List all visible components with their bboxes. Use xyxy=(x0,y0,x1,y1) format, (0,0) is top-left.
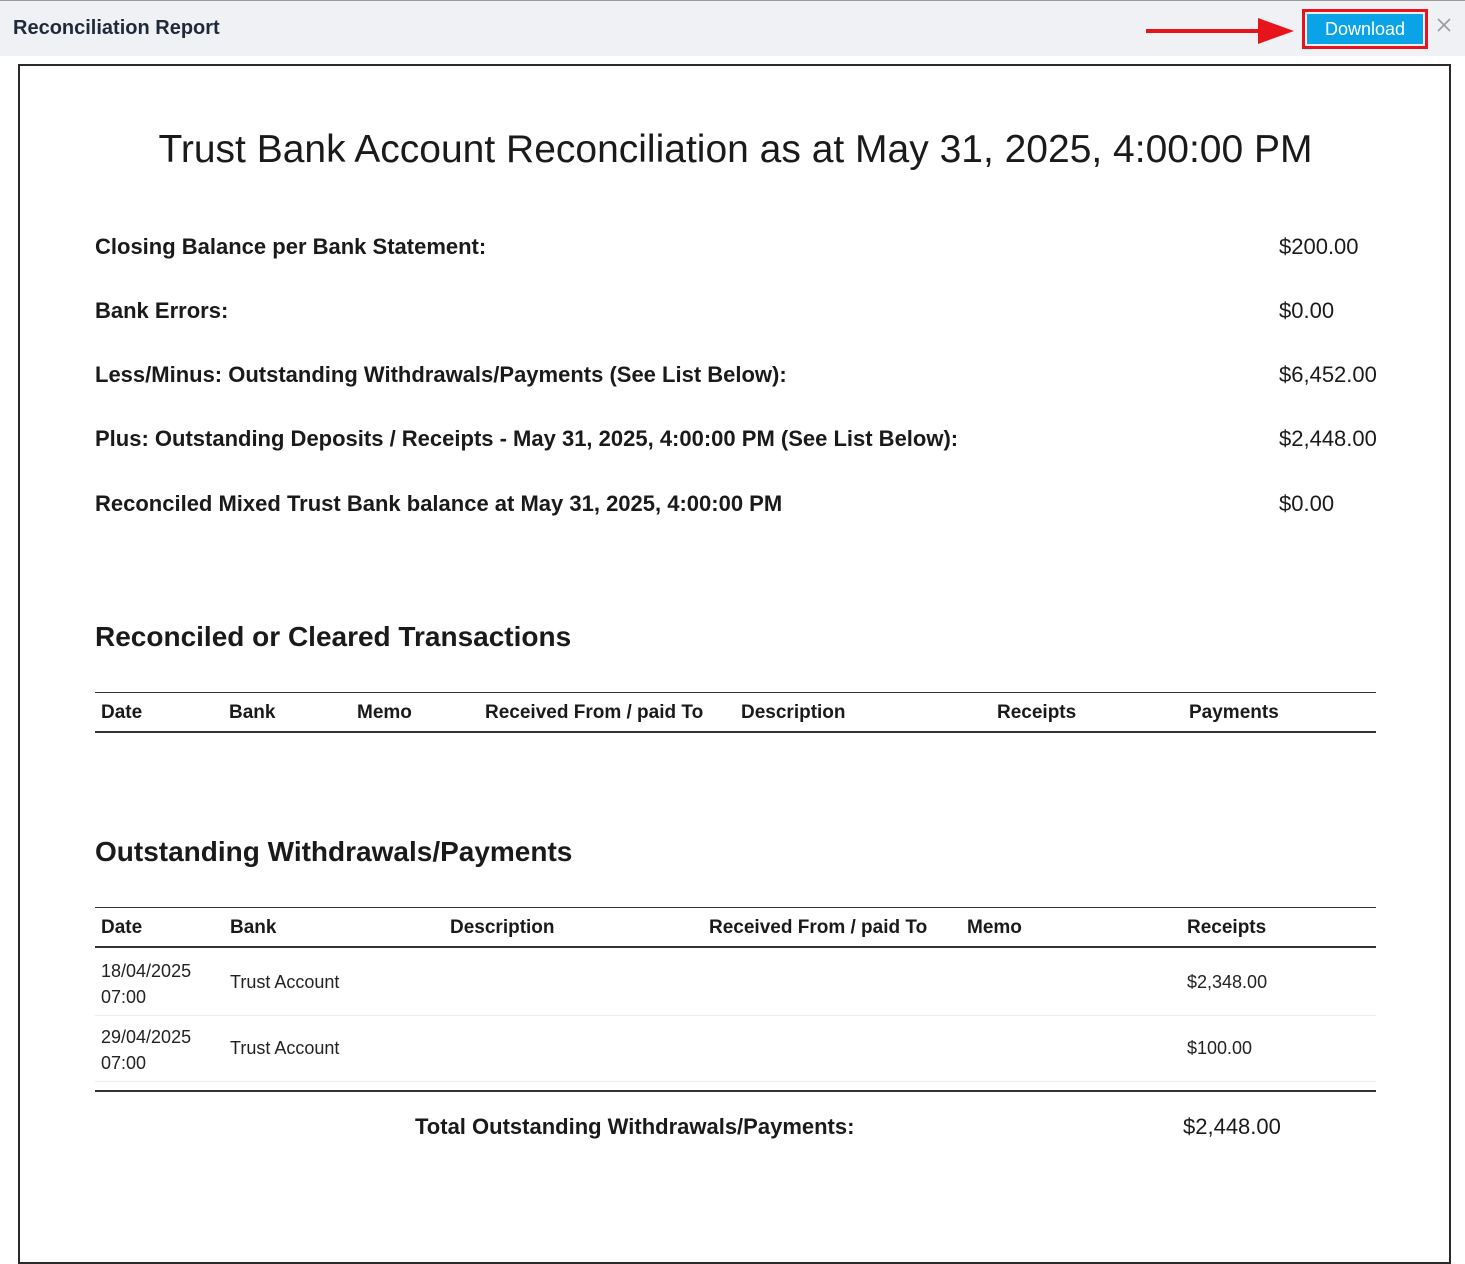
total-value: $2,448.00 xyxy=(1183,1114,1281,1139)
outstanding-table-header xyxy=(95,907,1376,948)
column-header-description: Description xyxy=(741,702,846,723)
column-header-received-from: Received From / paid To xyxy=(709,917,928,938)
close-icon[interactable] xyxy=(1436,17,1452,33)
row-bank: Trust Account xyxy=(230,1038,340,1058)
modal-header xyxy=(0,0,1465,56)
outstanding-heading: Outstanding Withdrawals/Payments xyxy=(95,836,573,867)
column-header-description: Description xyxy=(450,917,555,938)
summary-label: Reconciled Mixed Trust Bank balance at May 31, 2025, 4:00:00 PM xyxy=(95,491,783,516)
summary-value: $2,448.00 xyxy=(1279,426,1377,451)
row-receipts: $100.00 xyxy=(1187,1038,1253,1058)
table-row xyxy=(95,1016,1376,1082)
arrow-pointer-icon xyxy=(1146,16,1296,46)
total-label: Total Outstanding Withdrawals/Payments: xyxy=(415,1114,855,1139)
table-bottom-divider xyxy=(95,1090,1376,1092)
row-date-time: 07:00 xyxy=(101,987,147,1007)
row-date-time: 07:00 xyxy=(101,1053,147,1073)
row-receipts: $2,348.00 xyxy=(1187,972,1268,992)
column-header-bank: Bank xyxy=(229,702,276,723)
summary-value: $0.00 xyxy=(1279,298,1335,323)
download-button[interactable]: Download xyxy=(1307,14,1423,44)
report-title: Trust Bank Account Reconciliation as at May 31, 2025, 4:00:00 PM xyxy=(158,128,1313,171)
column-header-memo: Memo xyxy=(357,702,412,723)
column-header-payments: Payments xyxy=(1189,702,1279,723)
summary-label: Bank Errors: xyxy=(95,298,229,323)
summary-label: Plus: Outstanding Deposits / Receipts - May 31, 2025, 4:00:00 PM (See List Below): xyxy=(95,426,959,451)
column-header-date: Date xyxy=(101,917,143,938)
column-header-receipts: Receipts xyxy=(1187,917,1267,938)
modal-title: Reconciliation Report xyxy=(13,17,220,39)
summary-row xyxy=(95,362,1376,392)
column-header-received-from: Received From / paid To xyxy=(485,702,704,723)
row-date-day: 29/04/2025 xyxy=(101,1027,192,1047)
summary-value: $200.00 xyxy=(1279,234,1359,259)
table-row xyxy=(95,950,1376,1016)
summary-row xyxy=(95,234,1376,264)
row-date xyxy=(101,1024,191,1076)
column-header-memo: Memo xyxy=(967,917,1022,938)
report-document xyxy=(18,64,1451,1264)
reconciled-heading: Reconciled or Cleared Transactions xyxy=(95,621,572,652)
column-header-bank: Bank xyxy=(230,917,277,938)
summary-row xyxy=(95,298,1376,328)
download-highlight xyxy=(1302,9,1428,49)
row-date xyxy=(101,958,191,1010)
row-date-day: 18/04/2025 xyxy=(101,961,192,981)
summary-row xyxy=(95,491,1376,521)
summary-label: Closing Balance per Bank Statement: xyxy=(95,234,487,259)
column-header-date: Date xyxy=(101,702,143,723)
summary-row xyxy=(95,426,1376,456)
row-bank: Trust Account xyxy=(230,972,340,992)
reconciled-table-header xyxy=(95,692,1376,733)
column-header-receipts: Receipts xyxy=(997,702,1077,723)
summary-label: Less/Minus: Outstanding Withdrawals/Payments (See List Below): xyxy=(95,362,787,387)
summary-value: $0.00 xyxy=(1279,491,1335,516)
summary-value: $6,452.00 xyxy=(1279,362,1377,387)
